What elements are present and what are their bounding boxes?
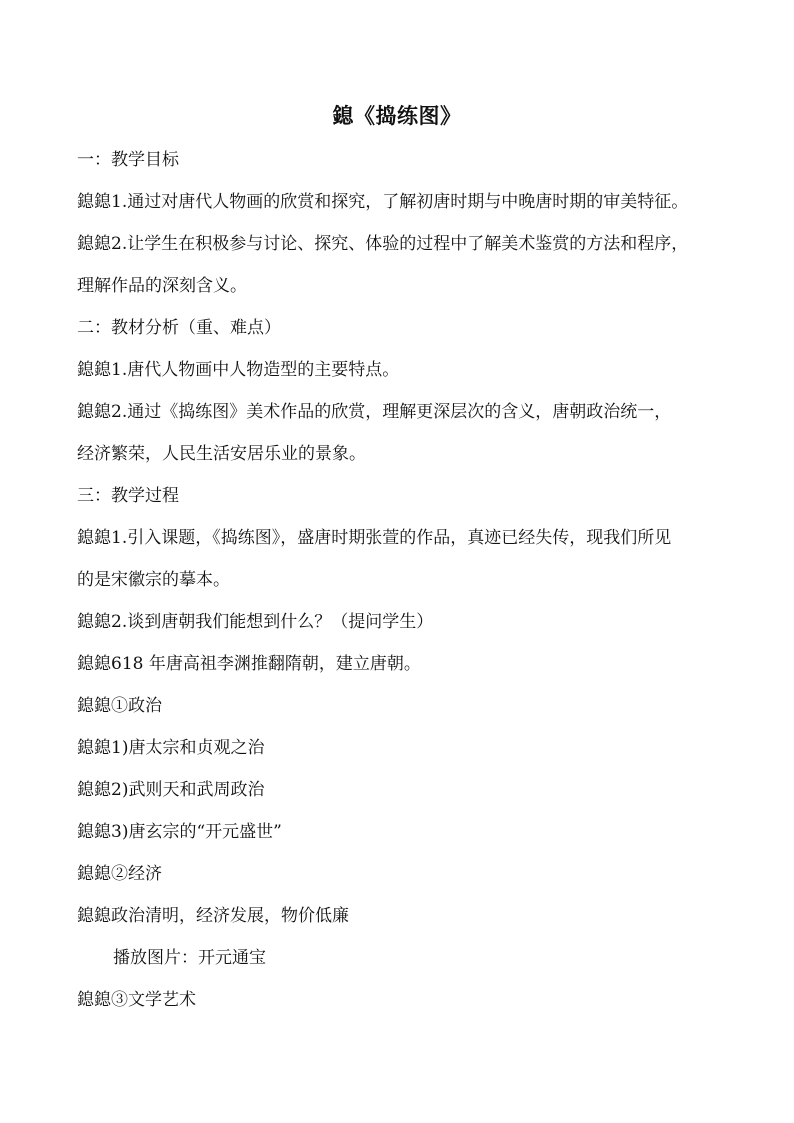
process-sub-literature-art: 鎴鎴③文学艺术 xyxy=(77,990,196,1010)
section-heading-process: 三：教学过程 xyxy=(77,486,179,506)
objective-item-1: 鎴鎴1.通过对唐代人物画的欣赏和探究，了解初唐时期与中晚唐时期的审美特征。 xyxy=(77,192,689,212)
objective-item-2: 鎴鎴2.让学生在积极参与讨论、探究、体验的过程中了解美术鉴赏的方法和程序， xyxy=(77,234,689,254)
analysis-item-1: 鎴鎴1.唐代人物画中人物造型的主要特点。 xyxy=(77,360,400,380)
process-item-2: 鎴鎴2.谈到唐朝我们能想到什么？（提问学生） xyxy=(77,612,434,632)
politics-item-1: 鎴鎴1)唐太宗和贞观之治 xyxy=(77,738,265,758)
process-line-618: 鎴鎴618 年唐高祖李渊推翻隋朝，建立唐朝。 xyxy=(77,654,421,674)
analysis-item-2-continued: 经济繁荣，人民生活安居乐业的景象。 xyxy=(77,444,366,464)
politics-item-2: 鎴鎴2)武则天和武周政治 xyxy=(77,780,265,800)
process-item-1: 鎴鎴1.引入课题，《捣练图》，盛唐时期张萱的作品，真迹已经失传，现我们所见 xyxy=(77,528,672,548)
objective-item-2-continued: 理解作品的深刻含义。 xyxy=(77,276,247,296)
process-item-1-continued: 的是宋徽宗的摹本。 xyxy=(77,570,230,590)
analysis-item-2: 鎴鎴2.通过《捣练图》美术作品的欣赏，理解更深层次的含义，唐朝政治统一， xyxy=(77,402,672,422)
document-title: 鎴《捣练图》 xyxy=(332,103,462,128)
section-heading-objectives: 一：教学目标 xyxy=(77,150,179,170)
play-image-line: 播放图片：开元通宝 xyxy=(113,948,266,968)
process-sub-politics: 鎴鎴①政治 xyxy=(77,696,162,716)
economy-item: 鎴鎴政治清明，经济发展，物价低廉 xyxy=(77,906,349,926)
process-sub-economy: 鎴鎴②经济 xyxy=(77,864,162,884)
section-heading-analysis: 二：教材分析（重、难点） xyxy=(77,318,281,338)
politics-item-3: 鎴鎴3)唐玄宗的“开元盛世” xyxy=(77,822,282,842)
